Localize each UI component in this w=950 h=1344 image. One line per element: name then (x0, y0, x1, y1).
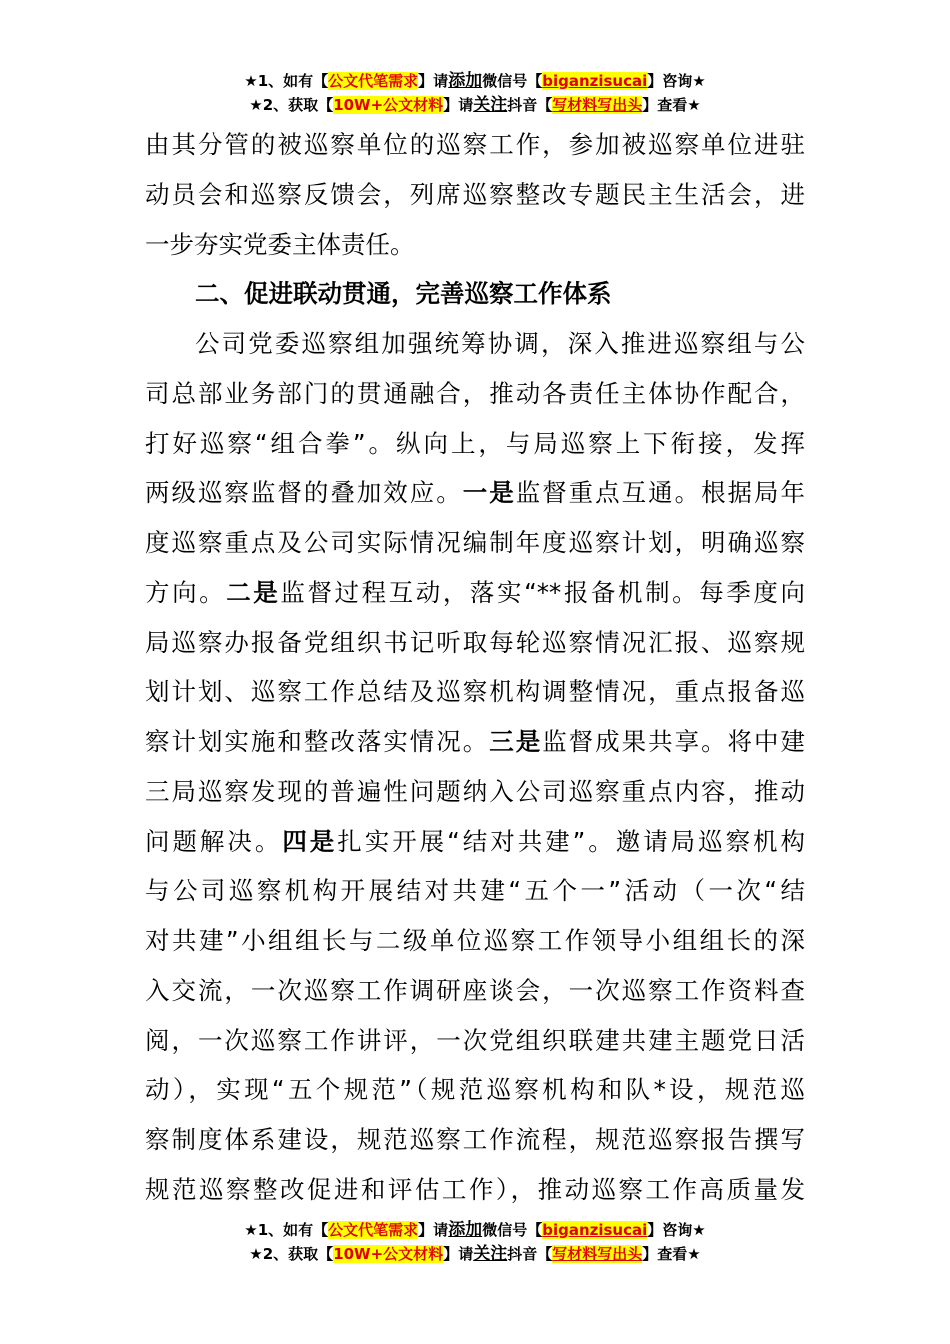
text-segment: 察制度体系建设，规范巡察工作流程，规范巡察报告撰写 (145, 1125, 805, 1154)
text-segment: 问题解决。 (145, 826, 283, 856)
text-segment: 察计划实施和整改落实情况。 (145, 727, 490, 756)
text-segment: 监督过程互动，落实“**报备机制。每季度向 (280, 577, 805, 607)
banner-text: 】请 (418, 1221, 449, 1239)
banner-text: 】查看★ (642, 1245, 701, 1263)
bold-text: 二、促进联动贯通，完善巡察工作体系 (195, 279, 612, 309)
bold-text: 三是 (489, 727, 543, 756)
text-segment: 一步夯实党委主体责任。 (145, 229, 415, 259)
banner-text: 】请 (443, 1245, 474, 1263)
banner-line-1 (0, 1218, 950, 1242)
footer-banner (0, 1218, 950, 1266)
text-segment: 入交流，一次巡察工作调研座谈会，一次巡察工作资料查 (145, 975, 805, 1005)
bold-text: 一是 (462, 478, 516, 508)
text-segment: 公司党委巡察组加强统筹协调，深入推进巡察组与公 (195, 329, 805, 358)
banner-line-2 (0, 93, 950, 117)
banner-emphasis: 添加 (448, 1220, 483, 1240)
text-line (145, 568, 805, 618)
banner-text: 微信号【 (482, 1221, 543, 1239)
text-line (145, 667, 805, 717)
banner-douyin-id[interactable]: 写材料写出头 (552, 1245, 643, 1263)
banner-wechat-id[interactable]: biganzisucai (542, 72, 648, 90)
banner-text: 抖音【 (507, 96, 553, 114)
text-segment: 打好巡察“组合拳”。纵向上，与局巡察上下衔接，发挥 (145, 428, 805, 458)
text-segment: 扎实开展“结对共建”。邀请局巡察机构 (337, 826, 806, 856)
text-segment: 度巡察重点及公司实际情况编制年度巡察计划，明确巡察 (145, 528, 805, 557)
text-line (145, 369, 805, 419)
banner-line-2 (0, 1242, 950, 1266)
text-line (145, 319, 805, 369)
banner-highlight: 公文代笔需求 (328, 72, 419, 90)
text-line (145, 1165, 805, 1215)
banner-emphasis: 关注 (473, 95, 508, 115)
text-line (145, 468, 805, 518)
banner-text: 】查看★ (642, 96, 701, 114)
banner-wechat-id[interactable]: biganzisucai (542, 1221, 648, 1239)
banner-highlight: 公文代笔需求 (328, 1221, 419, 1239)
text-segment: 规范巡察整改促进和评估工作），推动巡察工作高质量发 (145, 1174, 805, 1204)
text-segment: 阅，一次巡察工作讲评，一次党组织联建共建主题党日活 (145, 1025, 805, 1055)
banner-highlight: 10W+公文材料 (333, 96, 444, 114)
text-segment: 三局巡察发现的普遍性问题纳入公司巡察重点内容，推动 (145, 776, 805, 806)
text-line (145, 817, 805, 867)
text-segment: 由其分管的被巡察单位的巡察工作，参加被巡察单位进驻 (145, 130, 805, 159)
text-line (145, 717, 805, 767)
text-line (145, 170, 805, 220)
text-segment: 监督成果共享。将中建 (542, 727, 806, 756)
text-line (145, 518, 805, 568)
text-line (145, 220, 805, 270)
text-segment: 与公司巡察机构开展结对共建“五个一”活动（一次“结 (145, 876, 805, 906)
bold-text: 二是 (226, 577, 281, 607)
text-segment: 动员会和巡察反馈会，列席巡察整改专题民主生活会，进 (145, 179, 805, 209)
text-line (145, 966, 805, 1016)
banner-text: 】咨询★ (647, 72, 706, 90)
text-segment: 两级巡察监督的叠加效应。 (145, 478, 463, 508)
text-line (145, 1065, 805, 1115)
section-heading (145, 269, 805, 319)
banner-text: ★2、获取【 (249, 96, 334, 114)
banner-emphasis: 添加 (448, 71, 483, 91)
banner-highlight: 10W+公文材料 (333, 1245, 444, 1263)
header-banner (0, 69, 950, 117)
banner-emphasis: 关注 (473, 1244, 508, 1264)
text-line (145, 1016, 805, 1066)
text-line (145, 419, 805, 469)
banner-douyin-id[interactable]: 写材料写出头 (552, 96, 643, 114)
text-line (145, 916, 805, 966)
text-segment: 对共建”小组组长与二级单位巡察工作领导小组组长的深 (145, 926, 805, 955)
banner-text: 抖音【 (507, 1245, 553, 1263)
text-segment: 动），实现“五个规范”（规范巡察机构和队*设，规范巡 (145, 1075, 805, 1105)
text-line (145, 120, 805, 170)
banner-text: 】请 (418, 72, 449, 90)
text-segment: 局巡察办报备党组织书记听取每轮巡察情况汇报、巡察规 (145, 627, 805, 657)
text-segment: 司总部业务部门的贯通融合，推动各责任主体协作配合， (145, 378, 805, 408)
banner-line-1 (0, 69, 950, 93)
banner-text: 】请 (443, 96, 474, 114)
text-line (145, 1115, 805, 1165)
banner-text: ★1、如有【 (244, 72, 329, 90)
text-segment: 监督重点互通。根据局年 (515, 478, 806, 508)
banner-text: ★1、如有【 (244, 1221, 329, 1239)
text-line (145, 767, 805, 817)
document-body (145, 120, 805, 1215)
banner-text: 】咨询★ (647, 1221, 706, 1239)
text-segment: 方向。 (145, 577, 227, 607)
bold-text: 四是 (282, 826, 338, 856)
text-line (145, 618, 805, 668)
text-line (145, 866, 805, 916)
text-segment: 划计划、巡察工作总结及巡察机构调整情况，重点报备巡 (145, 677, 805, 707)
banner-text: ★2、获取【 (249, 1245, 334, 1263)
banner-text: 微信号【 (482, 72, 543, 90)
